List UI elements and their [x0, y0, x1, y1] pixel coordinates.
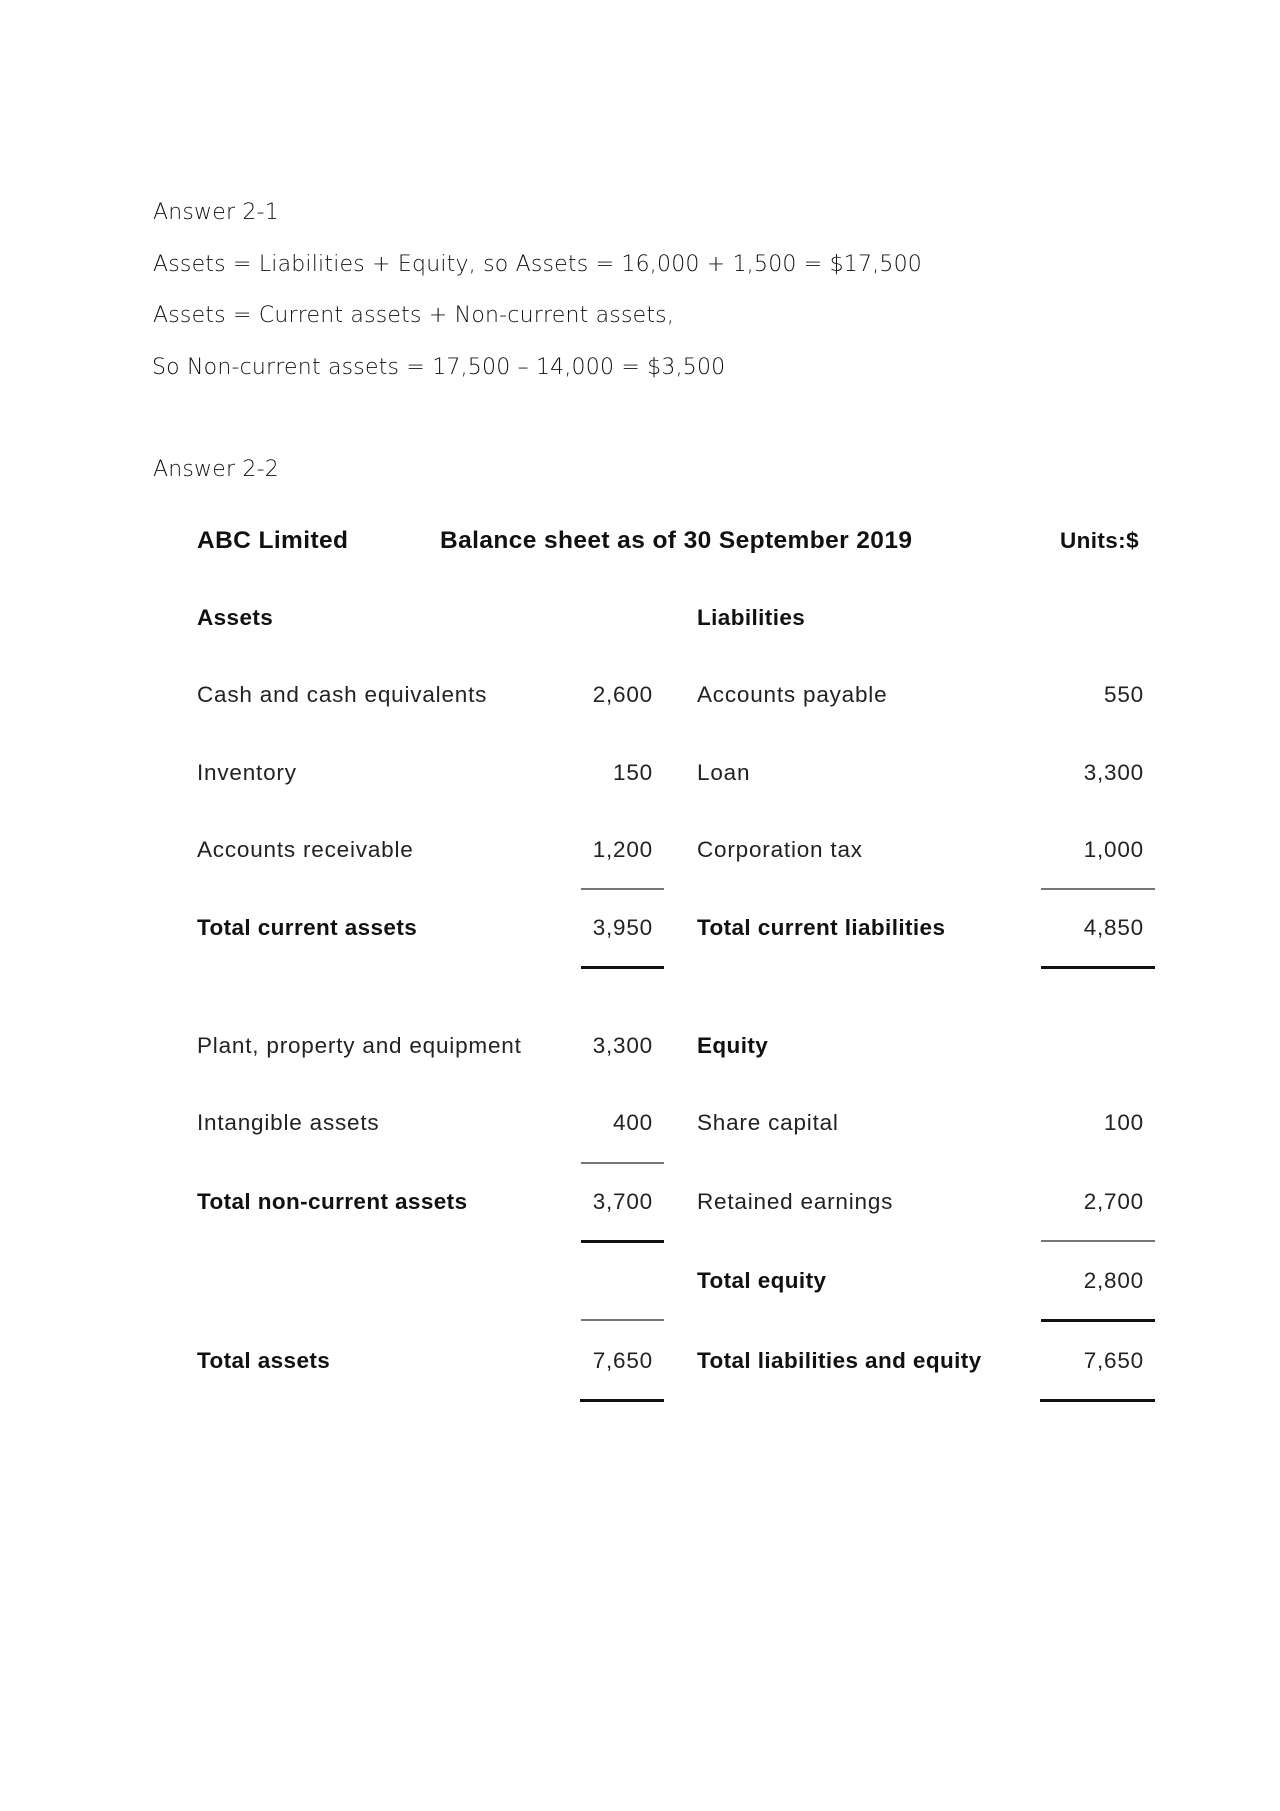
- total-current-assets-value: 3,950: [592, 915, 653, 940]
- underline: [581, 888, 664, 890]
- liabilities-heading: Liabilities: [697, 605, 806, 630]
- underline: [581, 1162, 664, 1164]
- asset-label: Intangible assets: [197, 1110, 380, 1135]
- equity-value: 100: [1104, 1110, 1144, 1135]
- answer-line: So Non-current assets = 17,500 – 14,000 = $3,500: [152, 355, 726, 380]
- total-assets-label: Total assets: [197, 1348, 331, 1373]
- underline: [1040, 1399, 1155, 1402]
- underline: [580, 1399, 664, 1402]
- asset-label: Cash and cash equivalents: [197, 682, 488, 707]
- asset-value: 2,600: [592, 682, 653, 707]
- equity-heading: Equity: [697, 1033, 769, 1058]
- asset-value: 400: [613, 1110, 653, 1135]
- asset-label: Accounts receivable: [197, 837, 414, 862]
- total-liabilities-equity-label: Total liabilities and equity: [697, 1348, 982, 1373]
- underline: [1041, 1319, 1155, 1322]
- total-current-liabilities-value: 4,850: [1083, 915, 1144, 940]
- total-non-current-assets-label: Total non-current assets: [197, 1189, 468, 1214]
- asset-value: 150: [613, 760, 653, 785]
- assets-heading: Assets: [197, 605, 274, 630]
- asset-label: Inventory: [197, 760, 297, 785]
- underline: [1041, 888, 1155, 890]
- underline: [1041, 966, 1155, 969]
- answer-2-1-heading: Answer 2-1: [153, 200, 279, 225]
- answer-2-2-heading: Answer 2-2: [153, 457, 279, 482]
- underline: [1041, 1240, 1155, 1242]
- equity-label: Share capital: [697, 1110, 839, 1135]
- total-non-current-assets-value: 3,700: [592, 1189, 653, 1214]
- total-assets-value: 7,650: [592, 1348, 653, 1373]
- liability-label: Loan: [697, 760, 751, 785]
- asset-value: 3,300: [592, 1033, 653, 1058]
- units-label: Units:$: [1059, 528, 1139, 553]
- liability-label: Accounts payable: [697, 682, 888, 707]
- total-equity-value: 2,800: [1083, 1268, 1144, 1293]
- underline: [581, 1240, 664, 1243]
- liability-value: 1,000: [1083, 837, 1144, 862]
- answer-line: Assets = Liabilities + Equity, so Assets = 16,000 + 1,500 = $17,500: [153, 252, 922, 277]
- asset-value: 1,200: [592, 837, 653, 862]
- liability-value: 3,300: [1083, 760, 1144, 785]
- total-current-liabilities-label: Total current liabilities: [697, 915, 946, 940]
- liability-value: 550: [1104, 682, 1144, 707]
- liability-label: Corporation tax: [697, 837, 863, 862]
- answer-line: Assets = Current assets + Non-current assets,: [153, 303, 675, 328]
- total-equity-label: Total equity: [697, 1268, 827, 1293]
- underline: [581, 966, 664, 969]
- balance-sheet-title: Balance sheet as of 30 September 2019: [440, 527, 913, 554]
- asset-label: Plant, property and equipment: [197, 1033, 522, 1058]
- total-current-assets-label: Total current assets: [197, 915, 418, 940]
- equity-label: Retained earnings: [697, 1189, 894, 1214]
- equity-value: 2,700: [1083, 1189, 1144, 1214]
- total-liabilities-equity-value: 7,650: [1083, 1348, 1144, 1373]
- underline: [581, 1319, 664, 1321]
- company-name: ABC Limited: [197, 527, 349, 554]
